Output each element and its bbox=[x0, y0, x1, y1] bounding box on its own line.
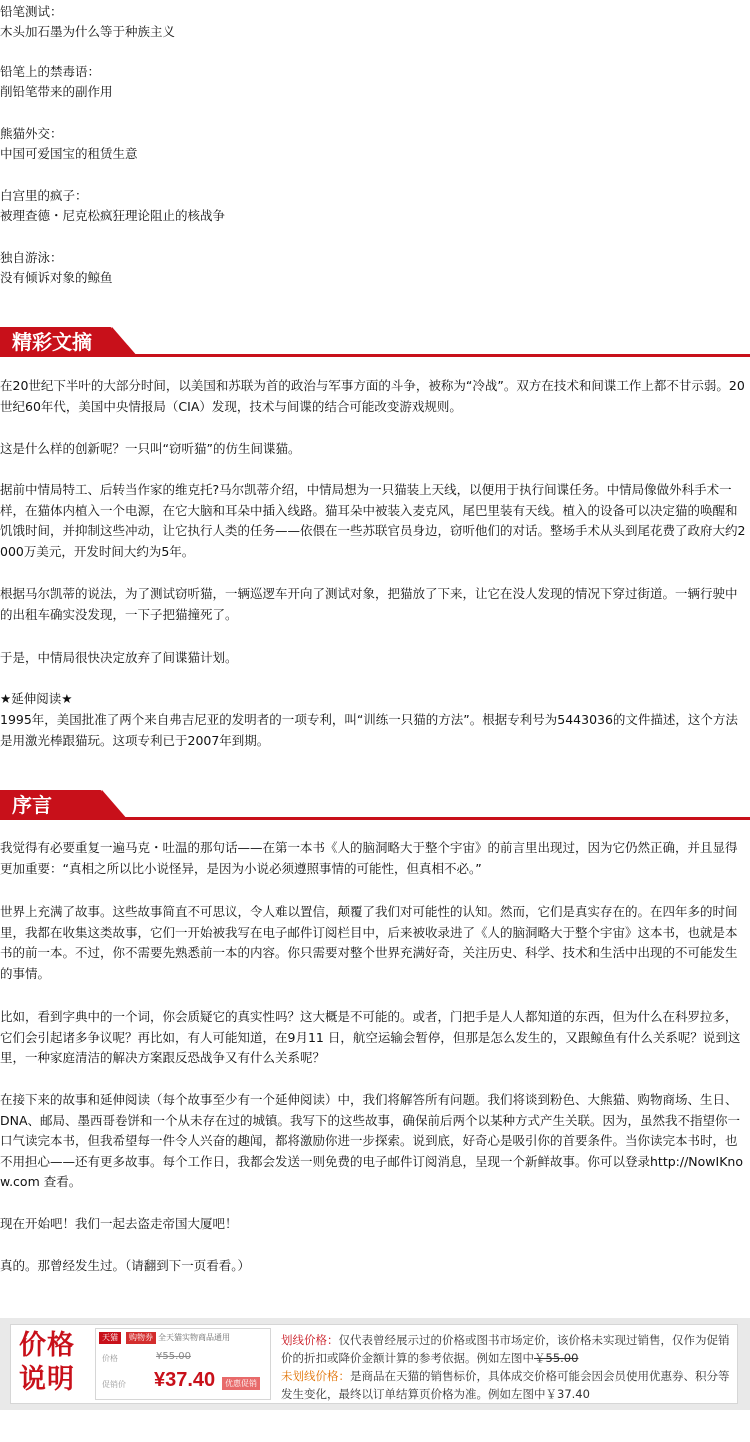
toc-title: 熊猫外交： bbox=[0, 126, 63, 141]
unstrike-price-text: 是商品在天猫的销售标价，具体成交价格可能会因会员使用优惠券、积分等发生变化，最终以订单结算页价格为准。例如左图中￥37.40 bbox=[281, 1369, 730, 1401]
preface-paragraph: 比如，看到字典中的一个词，你会质疑它的真实性吗？这大概是不可能的。或者，门把手是人人都知道的东西，但为什么在科罗拉多，它们会引起诸多争议呢？再比如，有人可能知道，在9月11 日，航空运输会暂停，但那是怎么发生的，又跟鲸鱼有什么关系呢？说到这里，一种家庭清洁的解决方案跟反恐战争又有什么关系呢？ bbox=[0, 1009, 741, 1065]
price-note-panel bbox=[10, 1324, 738, 1404]
toc-title: 铅笔测试： bbox=[0, 4, 63, 19]
toc-title: 白宫里的疯子： bbox=[0, 188, 88, 203]
excerpt-paragraph: 据前中情局特工、后转当作家的维克托?马尔凯蒂介绍，中情局想为一只猫装上天线，以便用于执行间谍任务。中情局像做外科手术一样，在猫体内植入一个电源，在它大脑和耳朵中插入线路。猫耳朵中被装入麦克风，尾巴里装有天线。植入的设备可以决定猫的唤醒和饥饿时间，并抑制这些冲动，让它执行人类的任务——依偎在一些苏联官员身边，窃听他们的对话。整场手术从头到尾花费了政府大约2000万美元，开发时间大约为5年。 bbox=[0, 482, 746, 559]
banner-slant bbox=[112, 327, 138, 357]
toc-item bbox=[0, 248, 113, 288]
excerpt-section-banner bbox=[0, 327, 750, 357]
price-note-title bbox=[19, 1329, 95, 1397]
excerpt-paragraph: 这是什么样的创新呢？一只叫“窃听猫”的仿生间谍猫。 bbox=[0, 441, 301, 456]
strike-price-label: 划线价格： bbox=[281, 1333, 339, 1347]
toc-title: 铅笔上的禁毒语： bbox=[0, 64, 101, 79]
strike-price-explanation bbox=[281, 1331, 731, 1367]
preface-paragraph: 在接下来的故事和延伸阅读（每个故事至少有一个延伸阅读）中，我们将解答所有问题。我们将谈到粉色、大熊猫、购物商场、生日、DNA、邮局、墨西哥卷饼和一个从未存在过的城镇。我写下的这些故事，确保前后两个以某种方式产生关联。因为，虽然我不指望你一口气读完本书，但我希望每一件令人兴奋的趣闻，都将激励你进一步探索。说到底，好奇心是吸引你的首要条件。当你读完本书时，也不用担心——还有更多故事。每个工作日，我都会发送一则免费的电子邮件订阅消息，呈现一个新鲜故事。你可以登录http://NowIKnow.com 查看。 bbox=[0, 1092, 743, 1189]
unstrike-price-explanation bbox=[281, 1367, 731, 1403]
toc-item bbox=[0, 186, 225, 226]
toc-subtitle: 削铅笔带来的副作用 bbox=[0, 84, 113, 99]
toc-subtitle: 被理查德・尼克松疯狂理论阻止的核战争 bbox=[0, 208, 226, 223]
price-note-title-line: 说明 bbox=[19, 1364, 75, 1395]
excerpt-paragraph: 在20世纪下半叶的大部分时间，以美国和苏联为首的政治与军事方面的斗争，被称为“冷战”。双方在技术和间谍工作上都不甘示弱。20世纪60年代，美国中央情报局（CIA）发现，技术与间谍的结合可能改变游戏规则。 bbox=[0, 378, 745, 414]
tmall-badge: 天猫 bbox=[99, 1332, 121, 1344]
toc-subtitle: 没有倾诉对象的鲸鱼 bbox=[0, 270, 113, 285]
price-label: 价格 bbox=[102, 1354, 118, 1363]
toc-title: 独自游泳： bbox=[0, 250, 63, 265]
price-note-footer bbox=[0, 1318, 750, 1410]
preface-paragraph: 现在开始吧！我们一起去盗走帝国大厦吧！ bbox=[0, 1216, 238, 1231]
promo-price-label: 促销价 bbox=[102, 1380, 126, 1389]
current-price: ¥37.40 bbox=[154, 1369, 216, 1391]
original-price: ¥55.00 bbox=[156, 1351, 191, 1362]
toc-item bbox=[0, 2, 175, 42]
toc-item bbox=[0, 62, 113, 102]
toc-item bbox=[0, 124, 138, 164]
excerpt-paragraph: 根据马尔凯蒂的说法，为了测试窃听猫，一辆巡逻车开向了测试对象，把猫放了下来，让它在没人发现的情况下穿过街道。一辆行驶中的出租车确实没发现，一下子把猫撞死了。 bbox=[0, 586, 738, 622]
preface-section-banner bbox=[0, 790, 750, 820]
preface-paragraph: 我觉得有必要重复一遍马克・吐温的那句话——在第一本书《人的脑洞略大于整个宇宙》的前言里出现过，因为它仍然正确，并且显得更加重要：“真相之所以比小说怪异，是因为小说必须遵照事情的可能性，但真相不必。” bbox=[0, 840, 738, 876]
unstrike-price-label: 未划线价格： bbox=[281, 1369, 350, 1383]
banner-slant bbox=[102, 790, 128, 820]
price-note-title-line: 价格 bbox=[19, 1330, 75, 1361]
coupon-badge: 购物券 bbox=[126, 1332, 156, 1344]
preface-paragraph: 真的。那曾经发生过。（请翻到下一页看看。） bbox=[0, 1258, 251, 1273]
preface-paragraph: 世界上充满了故事。这些故事简直不可思议，令人难以置信，颠覆了我们对可能性的认知。然而，它们是真实存在的。在四年多的时间里，我都在收集这类故事，它们一开始被我写在电子邮件订阅栏目中，后来被收录进了《人的脑洞略大于整个宇宙》这本书，也就是本书的前一本。不过，你不需要先熟悉前一本的内容。你只需要对整个世界充满好奇，关注历史、科学、技术和生活中出现的不可能发生的事情。 bbox=[0, 904, 738, 981]
promo-badge: 优惠促销 bbox=[222, 1377, 260, 1390]
excerpt-paragraph: 于是，中情局很快决定放弃了间谍猫计划。 bbox=[0, 650, 238, 665]
extended-reading-heading: ★延伸阅读★ bbox=[0, 691, 73, 706]
toc-subtitle: 木头加石墨为什么等于种族主义 bbox=[0, 24, 176, 39]
strike-price-text: 仅代表曾经展示过的价格或图书市场定价，该价格未实现过销售，仅作为促销价的折扣或降价金额计算的参考依据。例如左图中 bbox=[281, 1333, 730, 1365]
toc-subtitle: 中国可爱国宝的租赁生意 bbox=[0, 146, 138, 161]
excerpt-heading: 精彩文摘 bbox=[0, 327, 112, 357]
preface-heading: 序言 bbox=[0, 790, 102, 820]
strike-price-example: ￥55.00 bbox=[534, 1351, 579, 1365]
extended-reading-text: 1995年，美国批准了两个来自弗吉尼亚的发明者的一项专利，叫“训练一只猫的方法”。根据专利号为5443036的文件描述，这个方法是用激光棒跟猫玩。这项专利已于2007年到期。 bbox=[0, 712, 738, 748]
coupon-note: 全天猫实物商品通用 bbox=[158, 1333, 230, 1342]
price-example-card bbox=[95, 1328, 271, 1400]
